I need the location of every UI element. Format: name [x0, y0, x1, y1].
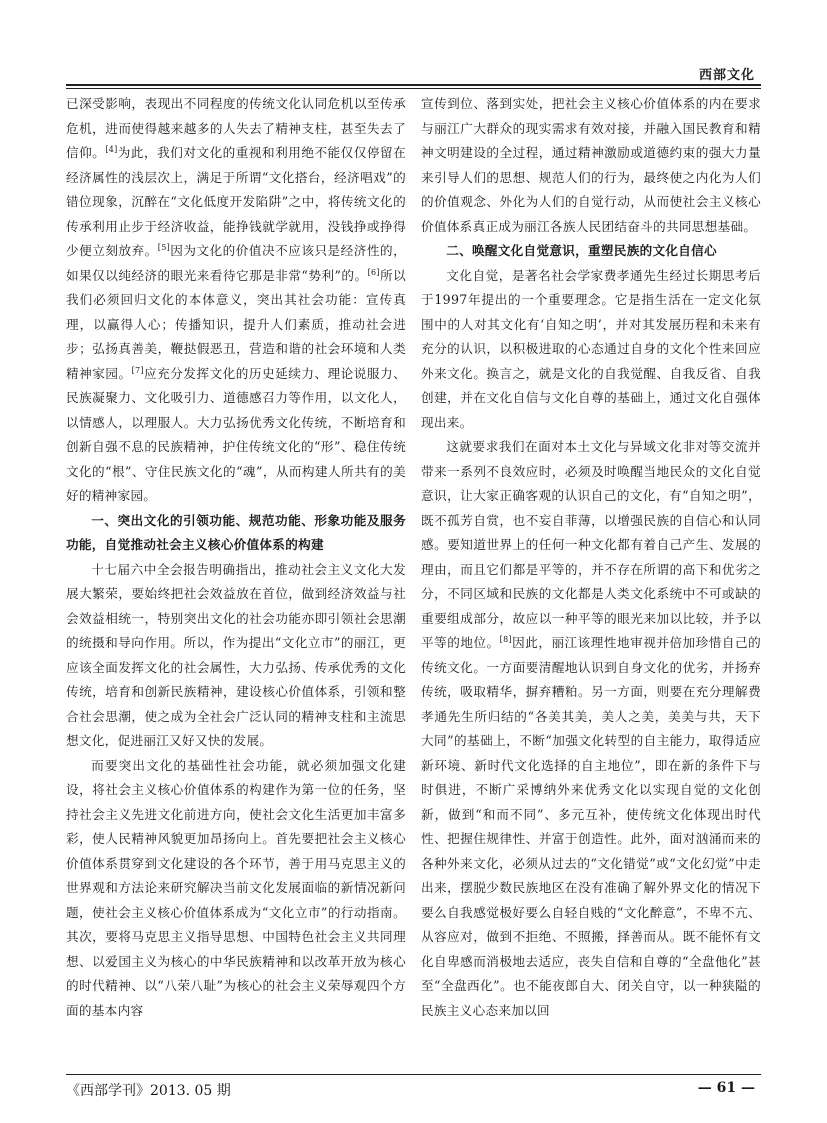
- citation-6: [6]: [367, 267, 380, 277]
- page-number: — 61 —: [697, 1080, 755, 1096]
- paragraph: 文化自觉，是著名社会学家费孝通先生经过长期思考后于1997年提出的一个重要理念。它是指生活在一定文化氛围中的人对其文化有‘自知之明’，并对其发展历程和未来有充分的认识，以积极进取的心态通过自身的文化个性来回应外来文化。换言之，就是文化的自我觉醒、自我反省、自我创建，并在文化自信与文化自尊的基础上，通过文化自强体现出来。: [421, 267, 761, 430]
- paragraph-continued: 宣传到位、落到实处，把社会主义核心价值体系的内在要求与丽江广大群众的现实需求有效对接，并融入国民教育和精神文明建设的全过程，通过精神激励或道德约束的强大力量来引导人们的思想、规范人们的行为，最终使之内化为人们的价值观念、外化为人们的自觉行动，从而使社会主义核心价值体系真正成为丽江各族人民团结奋斗的共同思想基础。: [421, 96, 761, 234]
- right-column: [421, 92, 761, 1023]
- running-header-section: 西部文化: [698, 68, 755, 83]
- paragraph-continued: 已深受影响，表现出不同程度的传统文化认同危机以至传承危机，进而使得越来越多的人失去了精神支柱，甚至失去了信仰。[4]为此，我们对文化的重视和利用绝不能仅仅停留在经济属性的浅层次上，满足于所谓“文化搭台，经济唱戏”的错位现象，沉醉在“文化低度开发陷阱”之中，将传统文化的传承利用止步于经济收益，能挣钱就学就用，没钱挣或挣得少便立刻放弃。[5]因为文化的价值决不应该只是经济性的，如果仅以纯经济的眼光来看待它那是非常“势利”的。[6]所以我们必须回归文化的本体意义，突出其社会功能：宣传真理，以赢得人心；传播知识，提升人们素质，推动社会进步；弘扬真善美，鞭挞假恶丑，营造和谐的社会环境和人类精神家园。[7]应充分发挥文化的历史延续力、理论说服力、民族凝聚力、文化吸引力、道德感召力等作用，以文化人，以情感人，以理服人。大力弘扬优秀文化传统，不断培育和创新自强不息的民族精神，护住传统文化的“形”、稳住传统文化的“根”、守住民族文化的“魂”，从而构建人所共有的美好的精神家园。: [66, 96, 407, 503]
- citation-7: [7]: [131, 365, 144, 375]
- journal-citation: 《西部学刊》2013. 05 期: [66, 1083, 231, 1099]
- left-column: [66, 92, 406, 1023]
- paragraph: 这就要求我们在面对本土文化与异域文化非对等交流并带来一系列不良效应时，必须及时唤醒当地民众的文化自觉意识，让大家正确客观的认识自己的文化，有“自知之明”，既不孤芳自赏，也不妄自菲薄，以增强民族的自信心和认同感。要知道世界上的任何一种文化都有着自己产生、发展的理由，而且它们都是平等的，并不存在所谓的高下和优劣之分，不同区域和民族的文化都是人类文化系统中不可或缺的重要组成部分，故应以一种平等的眼光来加以比较，并予以平等的地位。[8]因此，丽江该理性地审视并倍加珍惜自己的传统文化。一方面要清醒地认识到自身文化的优劣，并扬弃传统，吸取精华，摒弃糟粕。另一方面，则要在充分理解费孝通先生所归结的“各美其美，美人之美，美美与共，天下大同”的基础上，不断“加强文化转型的自主能力，取得适应新环境、新时代文化选择的自主地位”，即在新的条件下与时俱进，不断广采博纳外来优秀文化以实现自觉的文化创新，做到“和而不同”、多元互补，使传统文化体现出时代性、把握住规律性、并富于创造性。此外，面对汹涌而来的各种外来文化，必须从过去的“文化错觉”或“文化幻觉”中走出来，摆脱少数民族地区在没有准确了解外界文化的情况下要么自我感觉极好要么自轻自贱的“文化醉意”，不卑不亢、从容应对，做到不拒绝、不照搬，择善而从。既不能怀有文化自卑感而消极地去适应，丧失自信和自尊的“全盘他化”甚至“全盘西化”。也不能夜郎自大、闭关自守，以一种狭隘的民族主义心态来加以回: [421, 439, 761, 1018]
- paragraph: 而要突出文化的基础性社会功能，就必须加强文化建设，将社会主义核心价值体系的构建作为第一位的任务，坚持社会主义先进文化前进方向，使社会文化生活更加丰富多彩，使人民精神风貌更加昂扬向上。首先要把社会主义核心价值体系贯穿到文化建设的各个环节，善于用马克思主义的世界观和方法论来研究解决当前文化发展面临的新情况新问题，使社会主义核心价值体系成为“文化立市”的行动指南。其次，要将马克思主义指导思想、中国特色社会主义共同理想、以爱国主义为核心的中华民族精神和以改革开放为核心的时代精神、以“八荣八耻”为核心的社会主义荣辱观四个方面的基本内容: [66, 757, 406, 1018]
- footer-rule: [66, 1074, 761, 1075]
- section-heading-2: 二、唤醒文化自觉意识，重塑民族的文化自信心: [446, 243, 717, 258]
- header-rule-thick: [66, 84, 761, 86]
- header-rule-thin: [66, 88, 761, 89]
- citation-5: [5]: [157, 243, 171, 252]
- citation-4: [4]: [105, 145, 118, 154]
- paragraph: 十七届六中全会报告明确指出，推动社会主义文化大发展大繁荣，要始终把社会效益放在首位，做到经济效益与社会效益相统一，特别突出文化的社会功能亦即引领社会思潮的统摄和导向作用。所以，作为提出“文化立市”的丽江，更应该全面发挥文化的社会属性，大力弘扬、传承优秀的文化传统，培育和创新民族精神，建设核心价值体系，引领和整合社会思潮，使之成为全社会广泛认同的精神支柱和主流思想文化，促进丽江又好又快的发展。: [66, 561, 406, 748]
- citation-8: [8]: [499, 635, 512, 644]
- section-heading-1: 一、突出文化的引领功能、规范功能、形象功能及服务功能，自觉推动社会主义核心价值体系的构建: [66, 512, 406, 552]
